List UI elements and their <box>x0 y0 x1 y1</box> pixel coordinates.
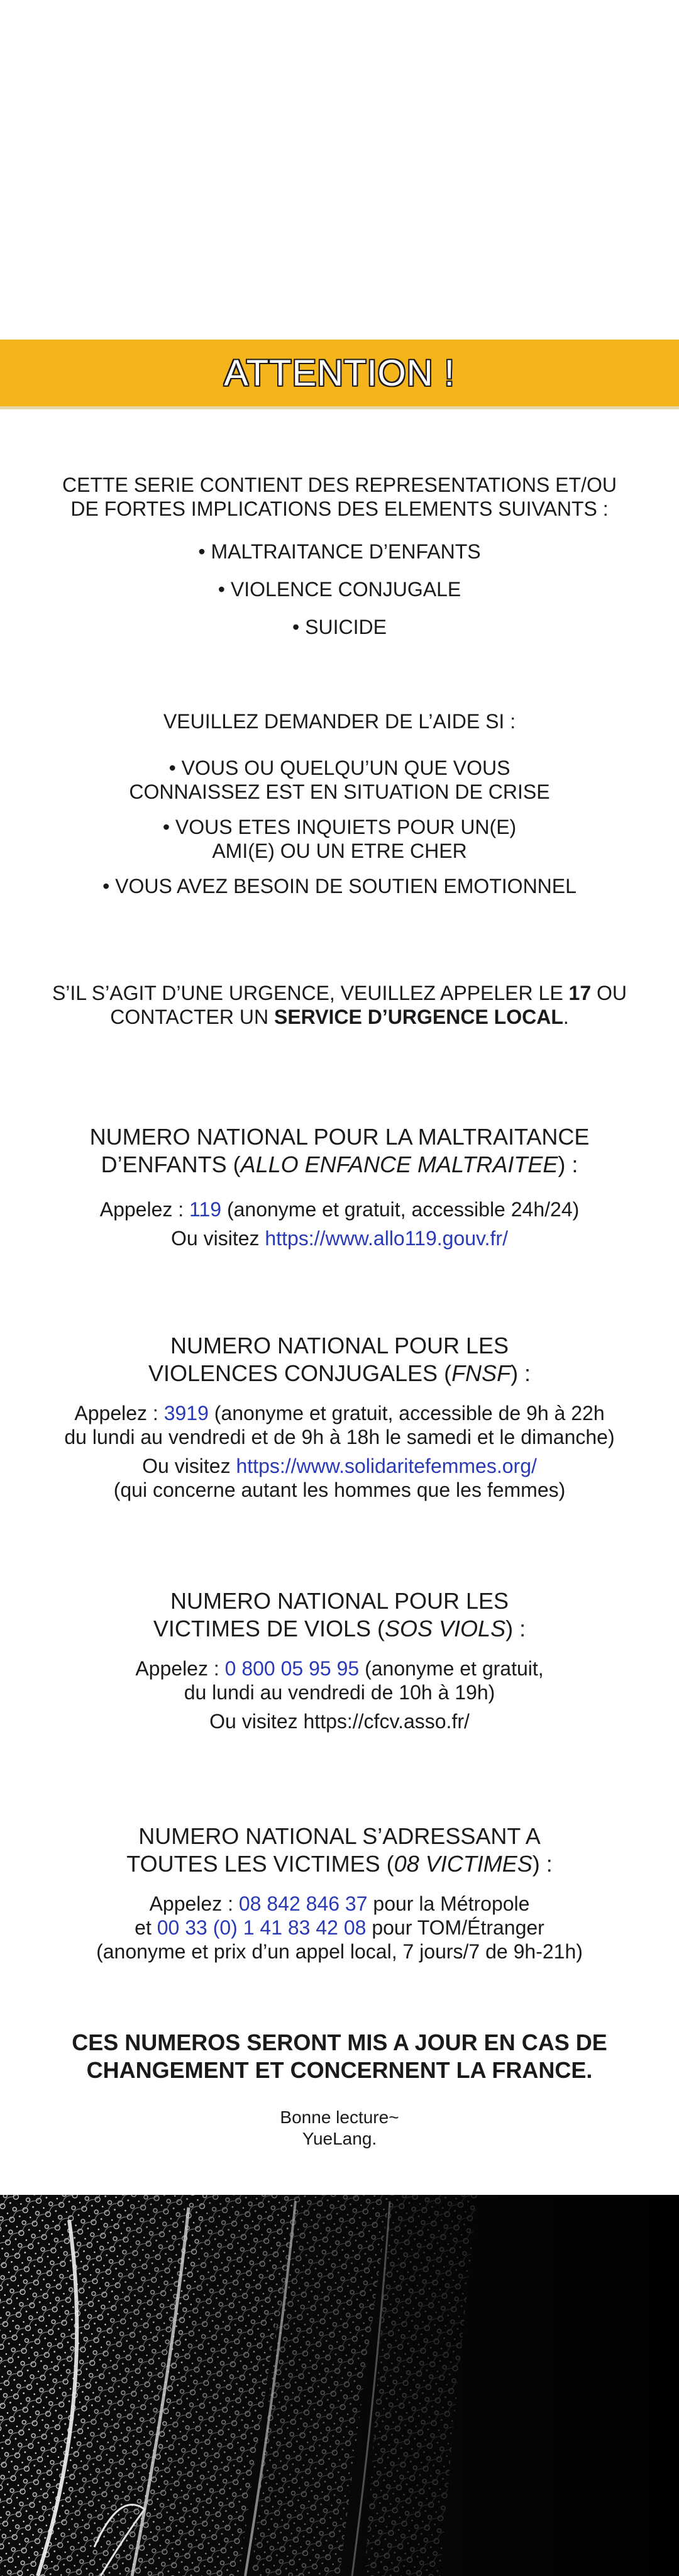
urgency-section <box>38 981 641 1029</box>
domestic-violence-visit-line <box>38 1454 641 1478</box>
rape-victims-visit-line: Ou visitez https://cfcv.asso.fr/ <box>209 1710 470 1733</box>
urgency-text-or: OU <box>591 982 627 1004</box>
child-abuse-title-line-2 <box>38 1151 641 1179</box>
all-victims-conditions: (anonyme et prix d’un appel local, 7 jours/7 de 9h-21h) <box>96 1940 583 1963</box>
decorative-lace-artwork <box>0 2195 679 2576</box>
call-prefix: Appelez : <box>74 1402 164 1424</box>
organization-name: SOS VIOLS <box>385 1616 506 1641</box>
visit-prefix: Ou visitez <box>171 1227 265 1250</box>
domestic-violence-call-line <box>38 1401 641 1425</box>
help-intro: VEUILLEZ DEMANDER DE L’AIDE SI : <box>163 710 516 733</box>
warning-line-1: CETTE SERIE CONTIENT DES REPRESENTATIONS ET/OU <box>62 474 617 496</box>
help-item-3: • VOUS AVEZ BESOIN DE SOUTIEN EMOTIONNEL <box>102 875 577 897</box>
all-victims-title-line-1: NUMERO NATIONAL S’ADRESSANT A <box>138 1823 541 1849</box>
call-details: pour la Métropole <box>367 1892 530 1915</box>
rape-victims-title-line-2 <box>38 1615 641 1643</box>
phone-link-sos-viols[interactable]: 0 800 05 95 95 <box>224 1657 360 1680</box>
organization-name: 08 VICTIMES <box>394 1851 533 1877</box>
warning-item-child-abuse: • MALTRAITANCE D’ENFANTS <box>198 540 481 563</box>
title-part: ) : <box>511 1360 531 1386</box>
organization-name: ALLO ENFANCE MALTRAITEE <box>240 1152 558 1177</box>
urgency-text-contact: CONTACTER UN <box>110 1006 274 1028</box>
and-prefix: et <box>135 1916 157 1939</box>
warning-item-suicide: • SUICIDE <box>292 616 387 638</box>
warning-item-domestic-violence: • VIOLENCE CONJUGALE <box>218 578 461 601</box>
organization-name: FNSF <box>451 1360 511 1386</box>
call-prefix: Appelez : <box>149 1892 239 1915</box>
phone-link-abroad[interactable]: 00 33 (0) 1 41 83 42 08 <box>157 1916 367 1939</box>
urgency-line-1 <box>38 981 641 1005</box>
domestic-violence-title-line-1: NUMERO NATIONAL POUR LES <box>170 1333 509 1358</box>
phone-link-119[interactable]: 119 <box>189 1198 222 1221</box>
call-details: (anonyme et gratuit, accessible de 9h à 22h <box>208 1402 605 1424</box>
help-item-2-line-1: • VOUS ETES INQUIETS POUR UN(E) <box>162 816 517 838</box>
child-abuse-visit-line <box>38 1226 641 1250</box>
urgency-line-2 <box>38 1005 641 1029</box>
visit-prefix: Ou visitez <box>142 1455 236 1477</box>
lace-pattern-image <box>0 2195 679 2576</box>
all-victims-abroad-line <box>38 1916 641 1940</box>
child-abuse-call-line <box>38 1197 641 1221</box>
warning-line-2: DE FORTES IMPLICATIONS DES ELEMENTS SUIVANTS : <box>70 497 609 520</box>
domestic-violence-note: (qui concerne autant les hommes que les femmes) <box>113 1479 566 1501</box>
title-part: ) : <box>505 1616 526 1641</box>
title-part: VIOLENCES CONJUGALES ( <box>148 1360 452 1386</box>
signoff-author: YueLang. <box>302 2129 377 2148</box>
call-prefix: Appelez : <box>135 1657 225 1680</box>
signoff-greeting: Bonne lecture~ <box>280 2107 399 2127</box>
domestic-violence-hours: du lundi au vendredi et de 9h à 18h le samedi et le dimanche) <box>64 1426 615 1448</box>
phone-link-metropole[interactable]: 08 842 846 37 <box>238 1892 368 1915</box>
all-victims-call-line <box>38 1892 641 1916</box>
content-warning-section <box>38 473 641 639</box>
rape-victims-title-line-1: NUMERO NATIONAL POUR LES <box>170 1588 509 1614</box>
phone-link-3919[interactable]: 3919 <box>163 1402 209 1424</box>
title-part: ) : <box>532 1851 553 1877</box>
solidaritefemmes-website-link[interactable]: https://www.solidaritefemmes.org/ <box>236 1455 537 1477</box>
help-item-2-line-2: AMI(E) OU UN ETRE CHER <box>212 840 467 862</box>
attention-banner <box>0 340 679 409</box>
title-part: TOUTES LES VICTIMES ( <box>126 1851 394 1877</box>
domestic-violence-title-line-2 <box>38 1360 641 1387</box>
title-part: D’ENFANTS ( <box>101 1152 241 1177</box>
title-part: ) : <box>558 1152 578 1177</box>
child-abuse-section <box>38 1123 641 1250</box>
local-emergency-service: SERVICE D’URGENCE LOCAL <box>273 1006 563 1028</box>
banner-title: ATTENTION ! <box>224 352 455 394</box>
urgency-period: . <box>563 1006 569 1028</box>
update-notice-line-2: CHANGEMENT ET CONCERNENT LA FRANCE. <box>86 2057 593 2083</box>
rape-victims-call-line <box>38 1657 641 1680</box>
call-details: pour TOM/Étranger <box>366 1916 544 1939</box>
urgency-text: S’IL S’AGIT D’UNE URGENCE, VEUILLEZ APPELER LE <box>52 982 569 1004</box>
help-section <box>38 709 641 898</box>
update-notice-line-1: CES NUMEROS SERONT MIS A JOUR EN CAS DE <box>72 2029 607 2055</box>
allo119-website-link[interactable]: https://www.allo119.gouv.fr/ <box>265 1227 508 1250</box>
help-item-1-line-2: CONNAISSEZ EST EN SITUATION DE CRISE <box>129 780 550 803</box>
call-prefix: Appelez : <box>99 1198 190 1221</box>
rape-victims-hours: du lundi au vendredi de 10h à 19h) <box>184 1681 495 1704</box>
domestic-violence-section <box>38 1332 641 1502</box>
emergency-number: 17 <box>568 982 592 1004</box>
footer-section <box>38 2029 641 2150</box>
help-item-1-line-1: • VOUS OU QUELQU’UN QUE VOUS <box>168 757 511 779</box>
rape-victims-section <box>38 1587 641 1733</box>
all-victims-title-line-2 <box>38 1850 641 1878</box>
call-details: (anonyme et gratuit, accessible 24h/24) <box>221 1198 580 1221</box>
child-abuse-title-line-1: NUMERO NATIONAL POUR LA MALTRAITANCE <box>89 1124 590 1150</box>
all-victims-section <box>38 1823 641 1963</box>
call-details: (anonyme et gratuit, <box>359 1657 544 1680</box>
title-part: VICTIMES DE VIOLS ( <box>153 1616 385 1641</box>
